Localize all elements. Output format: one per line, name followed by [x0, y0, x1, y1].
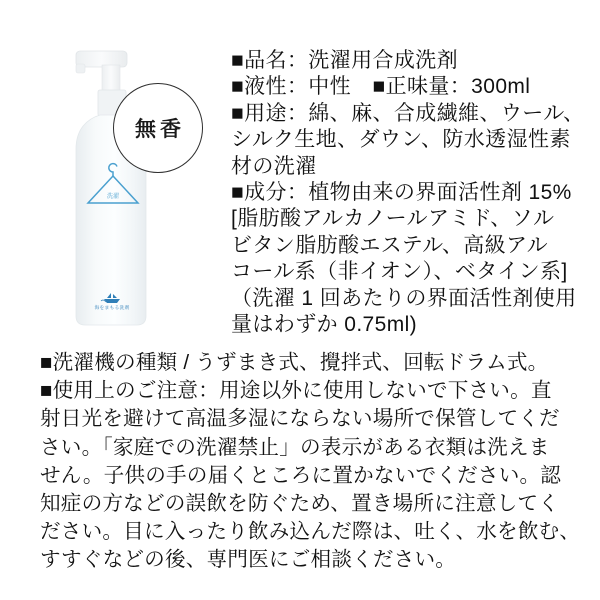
spec-line: ■成分：植物由来の界面活性剤 15%: [231, 181, 572, 205]
spec-line: （洗濯 1 回あたりの界面活性剤使用: [231, 286, 577, 310]
spec-line: ■液性：中性 ■正味量：300ml: [231, 75, 531, 99]
notes-line: すすぐなどの後、専門医にご相談ください。: [40, 548, 457, 572]
spec-line: ■用途：綿、麻、合成繊維、ウール、: [231, 101, 585, 125]
spec-line: 量はわずか 0.75ml): [231, 313, 418, 337]
notes-line: ■洗濯機の種類 / うずまき式、攪拌式、回転ドラム式。: [40, 351, 549, 374]
brand-label: 海をまもる洗剤: [94, 306, 130, 311]
notes-line: ださい。目に入ったり飲み込んだ際は、吐く、水を飲む、: [40, 520, 581, 544]
spec-line: [脂肪酸アルカノールアミド、ソル: [231, 207, 555, 231]
spec-line: ■品名：洗濯用合成洗剤: [231, 49, 459, 72]
bottle-front-label: 洗濯: [106, 194, 120, 200]
spec-line: シルク生地、ダウン、防水透湿性素: [231, 128, 571, 152]
fragrance-free-badge: [113, 83, 203, 173]
notes-line: 知症の方などの誤飲を防ぐため、置き場所に注意してく: [40, 492, 560, 516]
notes-line: さい。「家庭での洗濯禁止」の表示がある衣類は洗えま: [40, 435, 550, 459]
usage-notes-text: [40, 349, 581, 575]
spec-line: ビタン脂肪酸エステル、高級アル: [231, 233, 549, 257]
product-spec-text: [231, 48, 585, 338]
fragrance-free-badge-label: 無香: [135, 118, 185, 141]
notes-line: ■使用上のご注意：用途以外に使用しないで下さい。直: [40, 379, 552, 403]
spec-line: 材の洗濯: [231, 154, 317, 178]
notes-line: 射日光を避けて高温多湿にならない場所で保管してくだ: [40, 407, 560, 431]
spec-line: コール系（非イオン）、ベタイン系]: [231, 260, 568, 284]
notes-line: せん。子供の手の届くところに置かないでください。認: [40, 463, 562, 487]
